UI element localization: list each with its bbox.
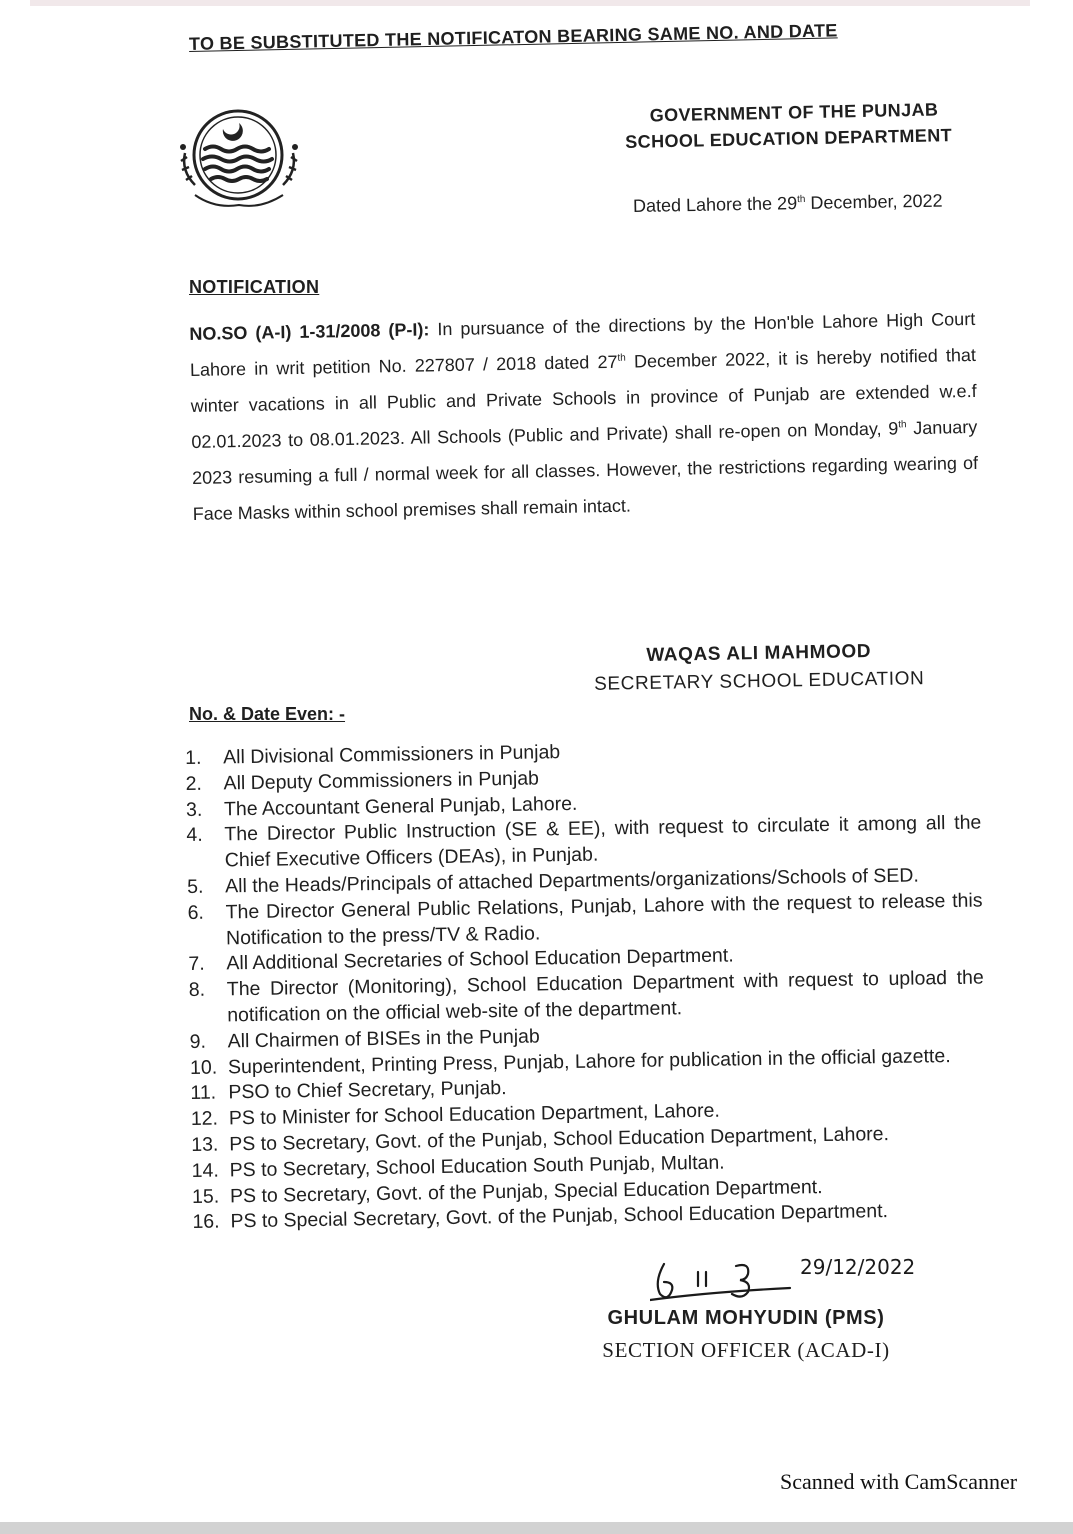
list-item: 12. PS to Minister for School Education Department, Lahore. [190,1099,720,1131]
scan-top-edge [30,0,1030,6]
list-item: 16. PS to Special Secretary, Govt. of the Punjab, School Education Department. [192,1200,889,1234]
body-part-3: January 2023 resuming a full / normal week for all classes. However, the restrictions regarding wearing of Face Masks within school premises shall remain intact. [191,416,979,524]
distribution-list [185,734,988,1237]
list-item: 6. The Director General Public Relations, Punjab, Lahore with the request to release this Notification to the press/TV & Radio. [187,889,983,949]
list-item: 13. PS to Secretary, Govt. of the Punjab, School Education Department, Lahore. [191,1122,890,1156]
handwritten-initials-signature [650,1252,930,1307]
department-line: SCHOOL EDUCATION DEPARTMENT [625,125,953,152]
list-item: 2. All Deputy Commissioners in Punjab [185,767,540,795]
list-item: 1. All Divisional Commissioners in Punjab [185,741,561,769]
scan-bottom-edge [0,1522,1073,1534]
list-item: 14. PS to Secretary, School Education South Punjab, Multan. [191,1151,725,1182]
department-header [624,96,952,155]
section-officer-signature-block [590,1302,902,1366]
secretary-title: SECRETARY SCHOOL EDUCATION [593,668,925,695]
substitution-heading: TO BE SUBSTITUTED THE NOTIFICATON BEARING SAME NO. AND DATE [188,20,838,54]
punjab-government-emblem-icon [175,107,305,212]
list-item: 8. The Director (Monitoring), School Education Department with request to upload the notification on the official web-site of the department. [188,966,984,1027]
dated-prefix: Dated Lahore the 29 [632,193,798,216]
government-line: GOVERNMENT OF THE PUNJAB [649,99,939,126]
notification-title: NOTIFICATION [189,277,320,297]
list-item: 9. All Chairmen of BISEs in the Punjab [189,1025,540,1053]
dated-sup: th [796,193,806,206]
body-sup-2: th [898,419,907,431]
list-item: 4. The Director Public Instruction (SE & EE), with request to circulate it among all the Chief Executive Officers (DEAs), in Punjab. [186,811,982,872]
list-item: 11. PSO to Chief Secretary, Punjab. [190,1077,507,1105]
scanner-watermark: Scanned with CamScanner [780,1469,1018,1494]
list-item: 10. Superintendent, Printing Press, Punjab, Lahore for publication in the official gazette. [189,1044,951,1079]
secretary-name: WAQAS ALI MAHMOOD [646,641,872,666]
list-item: 15. PS to Secretary, Govt. of the Punjab, Special Education Department. [191,1175,823,1208]
secretary-signature-block [581,637,938,699]
reference-number: NO.SO (A-I) 1-31/2008 (P-I): [189,319,430,344]
list-item: 5. All the Heads/Principals of attached Departments/organizations/Schools of SED. [187,864,920,898]
section-officer-name: GHULAM MOHYUDIN (PMS) [607,1307,885,1329]
list-item: 7. All Additional Secretaries of School Education Department. [188,944,734,976]
body-sup-1: th [617,352,626,364]
notification-body [189,301,979,532]
body-part-1: In pursuance of the directions by the Hon'ble Lahore High Court Lahore in writ petition No. 227807 / 2018 dated 27 [189,308,976,380]
dated-suffix: December, 2022 [805,190,943,213]
body-part-2: December 2022, it is hereby notified that winter vacations in all Public and Private Schools in province of Punjab are extended w.e.f 02.01.2023 to 08.01.2023. All Schools (Public and Private) shall re-open on Monday, 9 [190,344,977,452]
handwritten-date: 29/12/2022 [800,1255,916,1279]
section-officer-title: SECTION OFFICER (ACAD-I) [602,1338,890,1362]
list-item: 3. The Accountant General Punjab, Lahore. [185,792,578,821]
distribution-heading: No. & Date Even: - [189,704,346,724]
dated-line [633,191,943,217]
